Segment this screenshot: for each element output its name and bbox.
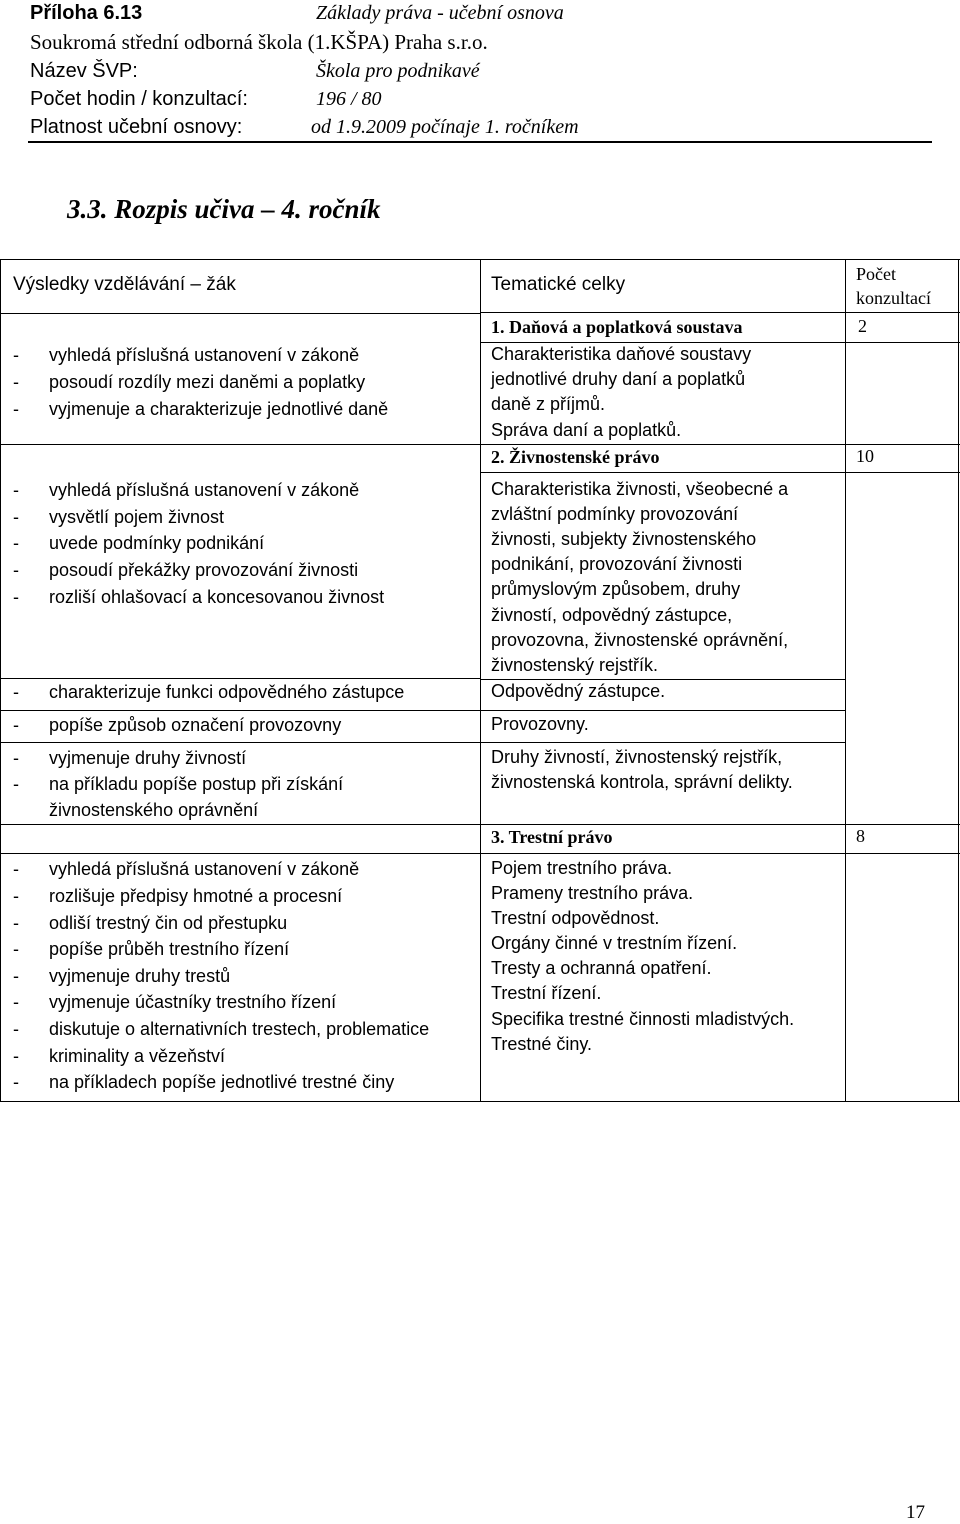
curriculum-table: Výsledky vzdělávání – žák Tematické celky Počet konzultací 1. Daňová a poplatková soustava 2 - vyhledá příslušná ustanovení v zákoně - posoudí rozdíly mezi daněmi a poplatky - vyjmenuje a charakterizuje jednotlivé daně Charakteristika daňové soustavy jednotlivé druhy daní a poplatků daně z příjmů. Správa daní a poplatků. 2. Živnostenské právo 10 - vyhledá příslušná ustanovení v zákoně - vysvětlí pojem živnost - uvede podmínky podnikání - posoudí překážky provozování živnosti - rozliší ohlašovací a koncesovanou živnost Charakteristika živnosti, všeobecné a zvláštní podmínky provozování živnosti, subjekty živnostenského podnikání, provozování živnosti průmyslovým způsobem, druhy živností, odpovědný zástupce, provozovna, živnostenské oprávnění, živnostenský rejstřík. - charakterizuje funkci odpovědného zástupce Odpovědný zástupce. - popíše způsob označení provozovny Provozovny. - vyjmenuje druhy živností - na příkladu popíše postup při získání živnostenského oprávnění Druhy živností, živnostenský rejstřík, živnostenská kontrola, správní delikty. 3. Trestní právo 8 - vyhledá příslušná ustanovení v zákoně - rozlišuje předpisy hmotné a procesní - odliší trestný čin od přestupku - popíše průběh trestního řízení - vyjmenuje druhy trestů - vyjmenuje účastníky trestního řízení - diskutuje o alternativních trestech, problematice - kriminality a vězeňství - na příkladech popíše jednotlivé trestné činy Pojem trestního práva. Prameny trestního práva. Trestní odpovědnost. Orgány činné v trestním řízení. Tresty a ochranná opatření. Trestní řízení. Specifika trestné činnosti mladistvých. Trestné činy. bbox=[0, 0, 960, 1524]
topic-title: 1. Daňová a poplatková soustava bbox=[491, 317, 743, 337]
table-rule bbox=[480, 742, 845, 743]
content-line: Provozovny. bbox=[491, 714, 589, 734]
content-line: zvláštní podmínky provozování bbox=[491, 504, 739, 524]
topic-title: 3. Trestní právo bbox=[491, 827, 613, 847]
content-line: Charakteristika živnosti, všeobecné a bbox=[491, 479, 789, 499]
section-title: 3.3. Rozpis učiva – 4. ročník bbox=[67, 194, 381, 224]
topic-title: 2. Živnostenské právo bbox=[491, 447, 660, 467]
table-rule bbox=[480, 853, 960, 854]
column-header-count-line2: konzultací bbox=[856, 288, 931, 308]
school-name: Soukromá střední odborná škola (1.KŠPA) Praha s.r.o. bbox=[30, 30, 488, 54]
content-line: Trestní řízení. bbox=[491, 983, 602, 1003]
content-line: daně z příjmů. bbox=[491, 394, 606, 414]
hours-value: 196 / 80 bbox=[316, 88, 382, 110]
content-line: Trestní odpovědnost. bbox=[491, 908, 660, 928]
validity-value: od 1.9.2009 počínaje 1. ročníkem bbox=[311, 116, 579, 138]
content-line: Odpovědný zástupce. bbox=[491, 681, 666, 701]
content-line: Charakteristika daňové soustavy bbox=[491, 344, 752, 364]
content-line: Pojem trestního práva. bbox=[491, 858, 673, 878]
content-line: Trestné činy. bbox=[491, 1034, 593, 1054]
svp-value: Škola pro podnikavé bbox=[316, 60, 480, 82]
course-title: Základy práva - učební osnova bbox=[316, 2, 564, 24]
table-rule bbox=[0, 313, 480, 314]
column-header-outcomes: Výsledky vzdělávání – žák bbox=[13, 274, 236, 295]
content-line: živnostenský rejstřík. bbox=[491, 655, 659, 675]
annex-label: Příloha 6.13 bbox=[30, 2, 143, 24]
content-line: Tresty a ochranná opatření. bbox=[491, 958, 712, 978]
content-line: Správa daní a poplatků. bbox=[491, 420, 682, 440]
hours-label: Počet hodin / konzultací: bbox=[30, 88, 248, 110]
content-line: Druhy živností, živnostenský rejstřík, bbox=[491, 747, 783, 767]
content-line: živnostenská kontrola, správní delikty. bbox=[491, 772, 793, 792]
table-rule bbox=[480, 312, 960, 313]
column-header-topics: Tematické celky bbox=[491, 274, 626, 295]
table-border-left bbox=[0, 259, 1, 1102]
content-line: podnikání, provozování živnosti bbox=[491, 554, 743, 574]
table-column-divider bbox=[845, 259, 846, 1102]
table-column-divider bbox=[480, 259, 481, 1102]
content-line: Prameny trestního práva. bbox=[491, 883, 694, 903]
column-header-count-line1: Počet bbox=[856, 264, 896, 284]
column-header-count bbox=[856, 262, 931, 310]
consultation-count: 10 bbox=[856, 446, 874, 466]
content-line: živností, odpovědný zástupce, bbox=[491, 605, 733, 625]
table-rule bbox=[0, 853, 480, 854]
page-number: 17 bbox=[906, 1502, 925, 1523]
content-line: Orgány činné v trestním řízení. bbox=[491, 933, 738, 953]
content-line: jednotlivé druhy daní a poplatků bbox=[491, 369, 746, 389]
consultation-count: 2 bbox=[858, 316, 867, 336]
content-line: Specifika trestné činnosti mladistvých. bbox=[491, 1009, 795, 1029]
consultation-count: 8 bbox=[856, 826, 865, 846]
table-rule bbox=[0, 742, 480, 743]
content-line: živnosti, subjekty živnostenského bbox=[491, 529, 757, 549]
svp-label: Název ŠVP: bbox=[30, 60, 138, 82]
table-rule bbox=[0, 710, 480, 711]
table-border-right bbox=[958, 259, 959, 1102]
table-rule bbox=[480, 472, 960, 473]
content-line: provozovna, živnostenské oprávnění, bbox=[491, 630, 789, 650]
content-line: průmyslovým způsobem, druhy bbox=[491, 579, 741, 599]
validity-label: Platnost učební osnovy: bbox=[30, 116, 243, 138]
